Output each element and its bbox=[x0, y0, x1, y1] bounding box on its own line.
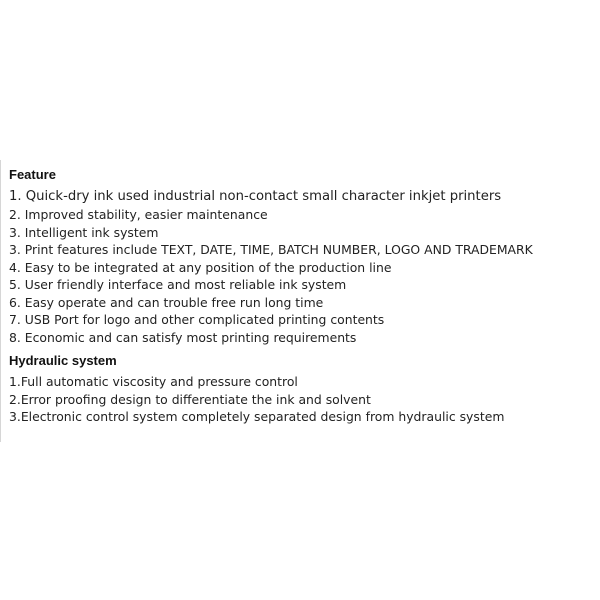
hydraulic-item: 2.Error proofing design to differentiate the ink and solvent bbox=[9, 391, 371, 407]
hydraulic-list bbox=[9, 373, 594, 426]
hydraulic-item: 1.Full automatic viscosity and pressure control bbox=[9, 374, 298, 389]
hydraulic-heading: Hydraulic system bbox=[9, 353, 117, 368]
feature-item: 2. Improved stability, easier maintenance bbox=[9, 207, 268, 222]
feature-item: 1. Quick-dry ink used industrial non-contact small character inkjet printers bbox=[9, 189, 502, 204]
feature-heading: Feature bbox=[9, 167, 56, 182]
feature-item: 3. Print features include TEXT, DATE, TIME, BATCH NUMBER, LOGO AND TRADEMARK bbox=[9, 242, 533, 257]
hydraulic-item: 3.Electronic control system completely separated design from hydraulic system bbox=[9, 409, 505, 424]
feature-item: 7. USB Port for logo and other complicated printing contents bbox=[9, 312, 385, 327]
feature-list bbox=[9, 187, 594, 346]
feature-item: 8. Economic and can satisfy most printing requirements bbox=[9, 329, 357, 345]
feature-item: 5. User friendly interface and most reliable ink system bbox=[9, 277, 347, 292]
feature-item: 3. Intelligent ink system bbox=[9, 224, 159, 240]
feature-item: 4. Easy to be integrated at any position of the production line bbox=[9, 259, 392, 275]
spec-content bbox=[9, 167, 594, 426]
left-divider bbox=[0, 160, 1, 442]
feature-item: 6. Easy operate and can trouble free run long time bbox=[9, 294, 324, 310]
